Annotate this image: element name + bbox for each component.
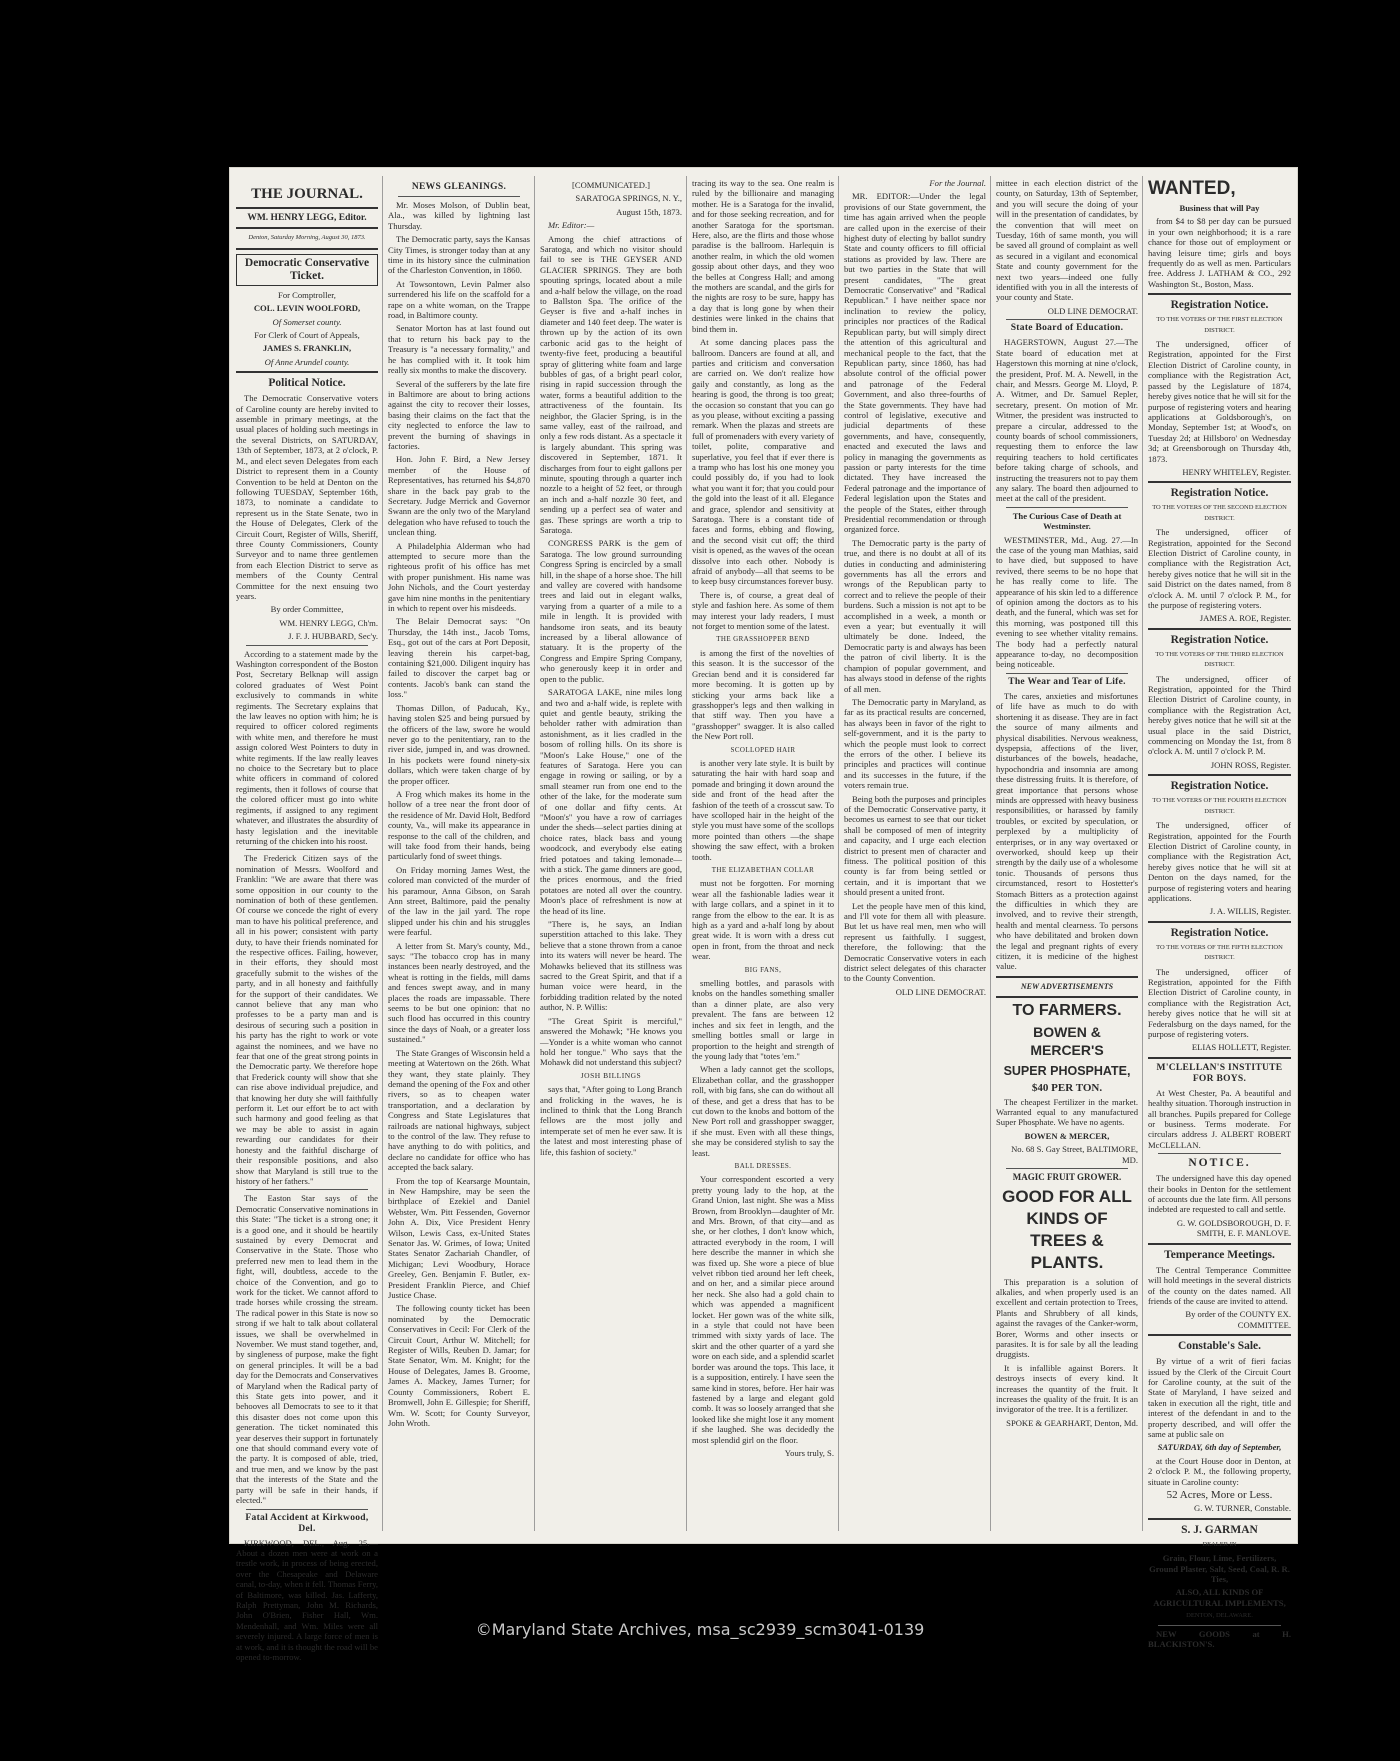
constable-title: Constable's Sale. [1177, 1340, 1262, 1353]
news-item: The Belair Democrat says: "On Thursday, the 14th inst., Jacob Toms, Esq., got out of the cars at Port Deposit, leaving therein his carpet-bag, containing $21,000. Diligent inquiry has failed to discover the carpet bag or contents. Jacob's bank can stand the loss." [388, 616, 530, 700]
divider [1148, 1243, 1291, 1245]
article-paragraph: Being both the purposes and principles of the Democratic Conservative party, it becomes us earnest to see that our ticket shall be composed of men of integrity and capacity, and I urge each election district to present men of character and fitness. The political position of this county is far from being settled or certain, and it is important that we should present a united front. [844, 793, 986, 898]
column-rule [990, 176, 991, 1531]
column-rule [686, 176, 687, 1531]
divider [1148, 1057, 1291, 1059]
institute-body: At West Chester, Pa. A beautiful and healthy situation. Thorough instruction in all branches. Pupils prepared for College or business. Terms moderate. For circulars address J. ALBERT ROBERT McCLELLAN. [1148, 1087, 1291, 1150]
wear-title: The Wear and Tear of Life. [1008, 676, 1126, 687]
divider [246, 1509, 368, 1510]
garman-place: DENTON, DELAWARE. [1186, 1612, 1253, 1620]
column-rule [838, 176, 839, 1531]
divider [236, 371, 378, 373]
article-paragraph: According to a statement made by the Washington correspondent of the Boston Post, Secretary Belknap will assign colored graduates of West Point exclusively to commands in white regiments. The Secretary explains that the law leaves no option with him; he is required to officer colored regiments with white men, and therefore he must assign colored West Pointers to duty in white regiments. If the law really leaves no choice to the Secretary but to place white officers in command of colored regiments, then it follows of course that the colored officer must go into white regiments, if assigned to any regiment whatever, and illustrates the absurdity of hasty legislation and the inevitable returning of the chicken into his roost. [236, 648, 378, 846]
josh-billings-body: says that, "After going to Long Branch and frolicking in the waves, he is inclined to think that the Long Branch fellows are the most jolly and intemperate set of men he ever saw. It is the latest and most interesting phase of life, this fashion of society." [540, 1084, 682, 1157]
registration-district: TO THE VOTERS OF THE SECOND ELECTION DISTRICT. [1152, 504, 1287, 522]
masthead-dateline: Denton, Saturday Morning, August 30, 1873. [248, 234, 366, 242]
divider [246, 1189, 368, 1190]
article-signature: Yours truly, S. [784, 1447, 834, 1458]
constable-body: By virtue of a writ of fieri facias issued by the Clerk of the Circuit Court for Caroline county, at the suit of the State of Maryland, I have seized and taken in execution all the right, title and interest of the defendant in and to the property described, and will offer the same at public sale on [1148, 1356, 1291, 1439]
news-item: Thomas Dillon, of Paducah, Ky., having stolen $25 and being pursued by the officers of the law, swore he would never go to the penitentiary, ran to the river side, jumped in, and was drowned. In his pockets were found ninety-six dollars, which were taken charge of by the proper officer. [388, 702, 530, 786]
column-5 [844, 178, 986, 1538]
registration-district: TO THE VOTERS OF THE FIFTH ELECTION DISTRICT. [1156, 943, 1283, 962]
divider [246, 849, 368, 850]
letter-kicker: For the Journal. [929, 178, 986, 188]
article-paragraph: is among the first of the novelties of this season. It is the successor of the Grecian bend and it is considered far more becoming. It is gotten up by sticking your arms back like a grasshopper's legs and then walking in that stiff way. Then you have a "grasshopper" swagger. It is also called the New Port roll. [692, 647, 834, 742]
political-notice-signer: J. F. J. HUBBARD, Sec'y. [288, 631, 378, 642]
temperance-body: The Central Temperance Committee will hold meetings in the several districts of the county on the dates named. All friends of the cause are invited to attend. [1148, 1264, 1291, 1306]
ticket-candidate: JAMES S. FRANKLIN, [262, 343, 352, 354]
divider [1006, 673, 1128, 674]
institute-title: M'CLELLAN'S INSTITUTE FOR BOYS. [1156, 1062, 1283, 1084]
registration-district: TO THE VOTERS OF THE FIRST ELECTION DISTRICT. [1156, 316, 1283, 334]
registration-body: The undersigned, officer of Registration, appointed for the Third Election District of Caroline county, in compliance with the Registration Act, hereby gives notice that he will sit at the usual place in the said District, commencing on Monday the 1st, from 8 o'clock A. M. until 7 o'clock P. M. [1148, 673, 1291, 757]
subhead: BIG FANS, [744, 965, 782, 974]
subhead: THE ELIZABETHAN COLLAR [711, 866, 815, 874]
divider [1148, 481, 1291, 483]
josh-billings-heading: JOSH BILLINGS [580, 1070, 642, 1080]
masthead-editor: WM. HENRY LEGG, Editor. [247, 213, 367, 223]
news-item: The following county ticket has been nominated by the Democratic Conservatives in Cecil: For Clerk of the Circuit Court, Arthur W. Mitchell; for Register of Wills, Reuben D. Jamar; for State Senator, Wm. M. Knight; for the House of Delegates, James B. Groome, James A. Mackey, James Turner; for County Commissioners, Robert E. Bromwell, John E. Gillespie; for Sheriff, Wm. W. Scott; for County Surveyor, John Wroth. [388, 1303, 530, 1428]
column-4 [692, 178, 834, 1538]
divider [246, 645, 368, 646]
ad-farmers-title: TO FARMERS. [1012, 1002, 1122, 1020]
divider [1148, 1334, 1291, 1336]
accident-title: Fatal Accident at Kirkwood, Del. [245, 1512, 369, 1534]
saratoga-date: August 15th, 1873. [616, 206, 682, 217]
news-item: The State Granges of Wisconsin held a meeting at Watertown on the 26th. What they want, they state plainly. They demand the opening of the Fox and other rivers, so as to cheapen water transportation, and a declaration by Congress and State Legislatures that railroads are national highways, subject to the control of the law. They refuse to have anything to do with politics, and declare no candidate for office who has accepted the back salary. [388, 1047, 530, 1173]
ticket-county: Of Somerset county. [272, 316, 342, 327]
political-notice-order: By order Committee, [270, 604, 344, 615]
garman-title: S. J. GARMAN [1181, 1523, 1258, 1536]
subhead: BALL DRESSES. [734, 1161, 792, 1170]
news-item: At Towsontown, Levin Palmer also surrendered his life on the scaffold for a rape on a white woman, on the Trappe road, in Baltimore county. [388, 278, 530, 321]
registration-body: The undersigned, officer of Registration, appointed for the Fourth Election District of Caroline county, in compliance with the Registration Act, hereby gives notice that he will sit at Denton on the days named, for the purpose of registering voters and hearing applications. [1148, 820, 1291, 903]
registration-signer: JAMES A. ROE, Register. [1199, 613, 1291, 624]
divider [1006, 1168, 1128, 1169]
news-item: The Democratic party, says the Kansas City Times, is stronger today than at any time in its history since the culmination of the Charleston Convention, in 1860. [388, 234, 530, 276]
registration-signer: HENRY WHITELEY, Register. [1182, 466, 1291, 477]
wanted-body: from $4 to $8 per day can be pursued in your own neighborhood; it is a rare chance for those out of employment or having leisure time; girls and boys frequently do as well as men. Particulars free. Address J. LATHAM & CO., 292 Washington St., Boston, Mass. [1148, 216, 1291, 289]
curious-title: The Curious Case of Death at Westminster. [1012, 510, 1122, 532]
saratoga-paragraph: Among the chief attractions of Saratoga, and which no visitor should fail to see is THE GEYSER AND GLACIER SPRINGS. They are both spouting springs, located about a mile and a-half below the village, on the road to Ballston Spa. The orifice of the Geyser is five and a-half inches in diameter and 140 feet deep. The water is thrown up by the action of its own carbonic acid gas to the height of twenty-five feet, producing a beautiful spray of glittering white foam and large bubbles of gas, of a bright pearl color, rising in rapid succession through the water, forms a beautiful addition to the attractiveness of the fountain. Its neighbor, the Glacier Spring, is in the same valley, east of the railroad, and only a few rods distant. As a spectacle it is largely abundant. This spring was discovered in September, 1871. It discharges from four to eight gallons per minute, spouting through a quarter inch nozzle to a height of 52 feet, or through an inch and a-half nozzle 30 feet, and sending up a perfect sea of water and gas. These springs are worth a trip to Saratoga. [540, 233, 682, 535]
article-paragraph: The Democratic party is the party of true, and there is no doubt at all of its duties in conducting and administering governments has all the errors and wrongs of the Republican party to correct and to relieve the people of their burdens. Such a mission is not apt to be accomplished in a week, a month or even a year; but eventually it will ultimately be done. Indeed, the Democratic party is and always has been the patron of civil liberty. It is the champion of popular government, and has always stood in defense of the rights of all men. [844, 537, 986, 694]
garman-dealer: DEALER IN [1202, 1540, 1237, 1548]
constable-body: at the Court House door in Denton, at 2 o'clock P. M., the following property, situate in Caroline county: [1148, 1455, 1291, 1487]
divider [996, 996, 1138, 998]
board-title: State Board of Education. [1010, 323, 1124, 334]
registration-title: Registration Notice. [1170, 780, 1269, 793]
article-paragraph: smelling bottles, and parasols with knobs on the handles something smaller than a dinner plate, are also very prevalent. The fans are between 12 inches and six feet in length, and the smelling bottles small or large in proportion to the height and strength of the young lady that "totes 'em." [692, 978, 834, 1061]
ad-firm: BOWEN & MERCER, [1024, 1130, 1110, 1141]
political-notice-title: Political Notice. [268, 377, 346, 390]
saratoga-paragraph: CONGRESS PARK is the gem of Saratoga. The low ground surrounding Congress Spring is encircled by a small hill, in the shape of a horse shoe. The hill and valley are covered with handsome trees and laid out in elegant walks, varying from a quarter of a mile to a mile in length. It is provided with handsome iron seats, and its beauty increased by a liberal allowance of statuary. It is the property of the Congress and Empire Spring Company, who generously keep it in order and open to the public. [540, 538, 682, 684]
column-3 [540, 178, 682, 1538]
divider [1148, 1518, 1291, 1520]
constable-sign: G. W. TURNER, Constable. [1193, 1503, 1291, 1514]
column-6 [996, 178, 1138, 1538]
ad-fruit-title: MAGIC FRUIT GROWER. [1012, 1172, 1122, 1183]
column-1 [236, 178, 378, 1662]
news-item: Mr. Moses Molson, of Dublin beat, Ala., was killed by lightning last Thursday. [388, 200, 530, 231]
ad-price: $40 PER TON. [1031, 1082, 1103, 1095]
garman-also: ALSO, ALL KINDS OF AGRICULTURAL IMPLEMENTS, [1153, 1587, 1286, 1608]
saratoga-paragraph: SARATOGA LAKE, nine miles long and two and a-half wide, is replete with quiet and gentle beauty, striking the beholder rather with admiration than astonishment, as it lies cradled in the bosom of rolling hills. On its shore is "Moon's Lake House," one of the features of Saratoga. Here you can engage in rowing or sailing, or by a small steamer run from one end to the other of the lake, for the moderate sum of one dollar and fifty cents. At "Moon's" you have a row of carriages under the sheds—select parties dining at choice rates, black bass and young woodcock, and everybody else eating fried potatoes and taking lemonade—with a stick. The game dinners are good, the prices enormous, and the fried potatoes are noted all over the country. Moon's place of refreshment is now at the head of its line. [540, 687, 682, 916]
registration-title: Registration Notice. [1170, 633, 1269, 646]
news-item: Several of the sufferers by the late fire in Baltimore are about to bring actions against the city to recover their losses, basing their claims on the fact that the city neglected to enforce the law to prevent the burning of shavings in factories. [388, 378, 530, 451]
ad-product: SUPER PHOSPHATE, [1003, 1064, 1131, 1079]
garman-goods: Grain, Flour, Lime, Fertilizers, Ground Plaster, Salt, Seed, Coal, R. R. Ties, [1149, 1553, 1290, 1585]
article-paragraph: There is, of course, a great deal of style and fashion here. As some of them may interest your lady readers, I must not forget to mention some of the latest. [692, 589, 834, 632]
constable-date: SATURDAY, 6th day of September, [1157, 1442, 1282, 1453]
article-paragraph: When a lady cannot get the scollops, Elizabethan collar, and the grasshopper roll, with big fans, she can do without all of these, and get a dress that has to be cut down to the knobs and bottom of the New Port roll and grasshopper swagger, if she must. Even with all these things, she may be considered stylish to say the least. [692, 1064, 834, 1158]
notice-signers: G. W. GOLDSBOROUGH, D. F. SMITH, E. F. MANLOVE. [1176, 1217, 1291, 1239]
registration-district: TO THE VOTERS OF THE THIRD ELECTION DISTRICT. [1155, 650, 1284, 669]
divider [1006, 319, 1128, 320]
article-paragraph: The cares, anxieties and misfortunes of life have as much to do with shortening it as disease. They are in fact the source of many ailments and physical disabilities. Nervous weakness, dyspepsia, affections of the liver, disturbances of the bowels, headache, hypochondria and insomnia are among these distressing fruits. It is therefore, of great importance that persons whose minds are oppressed with heavy business responsibilities, or harassed by family troubles, or excited by speculation, or perplexed by a multiplicity of enterprises, or in any way overtaxed or overworked, should keep up their strength by the daily use of a wholesome tonic. Thousands of persons thus circumstanced, resort to Hostetter's Stomach Bitters as a protection against the difficulties in which they are involved, and to revive their strength, health and mental clearness. To persons who have debilitated and broken down the legal and pregnant rights of every citizen, it is medicine of the highest value. [996, 690, 1138, 972]
registration-district: TO THE VOTERS OF THE FOURTH ELECTION DISTRICT. [1152, 797, 1287, 815]
news-item: On Friday morning James West, the colored man convicted of the murder of his paramour, Anna Gibson, on Sarah Ann street, Baltimore, paid the penalty of the law in the jail yard. The rope slipped under his chin and his struggles were fearful. [388, 864, 530, 938]
article-signature: OLD LINE DEMOCRAT. [895, 986, 986, 997]
column-rule [1142, 176, 1143, 1531]
divider [398, 196, 520, 197]
article-paragraph: At some dancing places pass the ballroom. Dancers are found at all, and parties and criticism and conversation are carried on. We don't realize how gaily and constantly, as long as the hearing is good, the throng is too great; the occasion so constant that you can go as you please, without exciting a passing remark. When the plazas and streets are full of promenaders with every variety of toilet, polite, comparative and superlative, you feel that if ever there is a tramp who has lost his one money you could possibly do, if you had to look what you want it for; that you could pour the gold into the least of it all. Elegance and grace, splendor and sensitivity at Saratoga. There is a constant tide of faces and forms, ebbing and flowing, and the second visit cut off; the third visit is opened, as the waves of the ocean dissolve into each other. Nobody is afraid of anybody—all that seems to be to keep busy circumstances forever busy. [692, 337, 834, 587]
news-title: NEWS GLEANINGS. [411, 182, 507, 192]
news-item: A Frog which makes its home in the hollow of a tree near the front door of the residence of Mr. David Holt, Bedford county, Va., will make its appearance in response to the call of the children, and will take food from their hands, being particularly fond of sweet things. [388, 788, 530, 862]
political-notice-signer: WM. HENRY LEGG, Ch'm. [279, 617, 378, 628]
news-item: A letter from St. Mary's county, Md., says: "The tobacco crop has in many instances been nearly destroyed, and the wheat is rotting in the fields, mill dams and fences swept away, and in many places the roads are impassable. There seems to be but one opinion: that no such flood has occurred in this country since the days of Noah, or a greater loss sustained." [388, 940, 530, 1045]
divider [1148, 628, 1291, 630]
accident-body: KIRKWOOD, DEL., Aug. 25.—About a dozen men were at work on a trestle work, in process of being erected, over the Chesapeake and Delaware canal, to-day, when it fell. Thomas Ferry, of Baltimore, was killed. Jas. Lafferty, Ralph Prettyman, John M. Richards, John O'Brien, Fisher Hall, Wm. Mendenhall, and Wm. Miles were all severely injured. A large force of men is at work, and it is thought the road will be opened to-morrow. [236, 1537, 378, 1662]
divider [1006, 507, 1128, 508]
divider [236, 207, 378, 209]
new-ads-label: NEW ADVERTISEMENTS [1020, 981, 1114, 991]
notice-title: NOTICE. [1188, 1157, 1251, 1170]
article-paragraph: Your correspondent escorted a very pretty young lady to the hop, at the Grand Union, last night. She was a Miss Brown, from Brooklyn—daughter of Mr. and Mrs. Brown, of that city—and as she, or her clothes, I don't know which, attracted everybody in the room, I will here describe the manner in which she was fixed up. She wore a piece of blue velvet ribbon tied around her left cheek, and on her, and a similar piece around her neck. She also had a gold chain to which was appended a magnificent locket. Her gown was of the white silk, in a style that could not have been trimmed with sixty yards of lace. The skirt and the other quarter of a yard she wore on each side, and a splendid scarlet border was around the tops. This lace, it is a supposition, entirely. I have seen the same kind in stores, before. Her hair was fastened by a large and elegant gold comb. It was so loosely arranged that she looked like she might lose it any moment if she laughed. She was decidedly the most splendid girl on the floor. [692, 1174, 835, 1445]
ad-fruit-headline: GOOD FOR ALL KINDS OF TREES & PLANTS. [1002, 1186, 1132, 1272]
divider [996, 976, 1138, 978]
saratoga-place: SARATOGA SPRINGS, N. Y., [575, 193, 682, 204]
masthead-title: THE JOURNAL. [251, 186, 363, 202]
saratoga-paragraph: "There is, he says, an Indian superstition attached to this lake. They believe that a stone thrown from a canoe into its waters will never be heard. The Mohawks believed that its stillness was sacred to the Great Spirit, and that if a human voice were heard, in the forbidding tradition related by the noted author, N. P. Willis: [540, 919, 682, 1013]
saratoga-salute: Mr. Editor:— [548, 220, 595, 231]
saratoga-paragraph: "The Great Spirit is merciful," answered the Mohawk; "He knows you—Yonder is a white woman who cannot hold her tongue." Who says that the Mohawk did not understand this subject? [540, 1015, 682, 1068]
article-signature: OLD LINE DEMOCRAT. [1047, 305, 1138, 316]
article-paragraph: tracing its way to the sea. One realm is ruled by the billionaire and managing mother. He is a Saratoga for the invalid, and for those seeking recreation, and for another Saratoga for the sportsman. Here, also, are the flirts and those whose paradise is the ballroom. Harlequin is another realm, in which the old women gossip about other days, and they woo the belles at Congress Hall; and among the mothers are scandal, and the girls for the nights are rosy to be sure, happy has a day that is long gone by when their destinies were linked in the chains that bind them in. [692, 178, 834, 334]
registration-body: The undersigned, officer of Registration, appointed for the Fifth Election District of Caroline county, in compliance with the Registration Act, hereby gives notice that he will sit at Federalsburg on the days named, for the purpose of registering voters. [1148, 966, 1291, 1039]
divider [236, 248, 378, 250]
ad-firm: SPOKE & GEARHART, Denton, Md. [1006, 1417, 1138, 1428]
registration-body: The undersigned, officer of Registration, appointed for the Second Election District of Caroline county, in compliance with the Registration Act, hereby gives notice that he will sit in the said District on the dates named, from 8 o'clock A. M. until 7 o'clock P. M., for the purpose of registering voters. [1148, 527, 1291, 610]
registration-title: Registration Notice. [1170, 926, 1269, 939]
ad-body: The cheapest Fertilizer in the market. Warranted equal to any manufactured Super Phosphate. We have no agents. [996, 1096, 1138, 1128]
registration-signer: J. A. WILLIS, Register. [1209, 906, 1291, 917]
column-2 [388, 178, 530, 1538]
ticket-county: Of Anne Arundel county. [264, 356, 350, 367]
article-paragraph: Let the people have men of this kind, and I'll vote for them all with pleasure. But let us have real men, men who will represent us faithfully. I suggest, therefore, the following: that the Democratic Conservative voters in each district select delegates of this character to the County Convention. [844, 900, 986, 984]
constable-acres: 52 Acres, More or Less. [1166, 1489, 1273, 1501]
ad-firm-name: BOWEN & MERCER'S [1030, 1024, 1104, 1059]
ticket-office: For Comptroller, [278, 289, 336, 300]
article-paragraph: must not be forgotten. For morning wear all the fashionable ladies wear it with large collars, and a spinet in it to range from the elbow to the ear. It is as high as a yard and a-half long by about great wide. It is worn with a dress cut open in front, from the throat and neck wear. [692, 878, 834, 962]
notice-body: The undersigned have this day opened their books in Denton for the settlement of accounts due the late firm. All persons indebted are requested to call and settle. [1148, 1173, 1291, 1215]
wanted-subtitle: Business that will Pay [1179, 203, 1260, 213]
registration-title: Registration Notice. [1170, 299, 1269, 312]
registration-signer: ELIAS HOLLETT, Register. [1191, 1042, 1291, 1053]
registration-body: The undersigned, officer of Registration, appointed for the First Election District of Caroline county, in compliance with the Registration Act, passed by the Legislature of 1874, hereby gives notice that he will sit for the purpose of registering voters and hearing applications at Goldsborough's, on Monday, September 1st; at Wood's, on Tuesday 2d; at Hillsboro' on Wednesday 3d; at Greensborough on Thursday 4th, 1873. [1148, 339, 1291, 464]
article-paragraph: MR. EDITOR:—Under the legal provisions of our State government, the time has again arrived when the people are called upon in the exercise of their highest duty of electing by ballot sundry State and county officers to fill official stations as provided by law. There are but two parties in the State that will present candidates, "The great Democratic Conservative" and "Radical Republican." I have neither space nor inclination to review the policy, principles nor practices of the Radical Republican party, but will simply direct the attention of this agricultural and mechanical people to the fact, that the Republican party, since 1860, has had absolute control of the official power and patronage of the Federal Government, and also three-fourths of the State governments. They have had control of legislative, executive and judicial departments of these governments, and have, consequently, enacted and executed the laws and policy in managing the governments as passion or party interests for the time dictated. They have increased the Federal patronage and the importance of Federal legislation upon the States and the people of the States, either through Presidential recommendation or through organized force. [844, 191, 986, 535]
ticket-office: For Clerk of Court of Appeals, [254, 330, 360, 341]
ad-body: This preparation is a solution of alkalies, and when properly used is an excellent and certain protection to Trees, Plants and Shrubbery of all kinds, against the ravages of the Canker-worm, Borer, Worms and other insects or parasites. It is for sale by all the leading druggists. [996, 1276, 1138, 1360]
news-item: A Philadelphia Alderman who had attempted to secure more than the righteous profit of his office has met with proper punishment. His name was John Nichols, and the Court yesterday gave him nine months in the penitentiary in which to repent over his misdeeds. [388, 540, 530, 614]
column-rule [382, 176, 383, 1531]
ticket-candidate: COL. LEVIN WOOLFORD, [253, 303, 361, 314]
article-paragraph: HAGERSTOWN, August 27.—The State board of education met at Hagerstown this morning at nine o'clock, the president, Prof. M. A. Newell, in the chair, and Messrs. George M. Lloyd, P. A. Witmer, and Dr. Samuel Repler, secretary, present. On motion of Mr. Witmer, the president was instructed to prepare a circular, addressed to the county boards of school commissioners, requesting them to enforce the law requiring teachers to hold certificates before taking charge of schools, and instructing the treasurers not to pay them any salary. The board then adjourned to meet at the call of the president. [996, 337, 1138, 504]
divider [1148, 921, 1291, 923]
subhead: SCOLLOPED HAIR [730, 745, 796, 754]
article-paragraph: mittee in each election district of the county, on Saturday, 13th of September, and you will secure the doing of your will in the presentation of candidates, by the convention that will meet on Tuesday, 16th of same month, you will be saved all ground of complaint as well as secured in a vigilant and economical State and county government for the next two years—indeed one fully identified with you in all the interests of your county and State. [996, 178, 1138, 303]
article-paragraph: The Frederick Citizen says of the nomination of Messrs. Woolford and Franklin: "We are aware that there was some opposition in our county to the nomination of both of these gentlemen. Of course we concede the right of every man to have his political preference, and all in his power; consistent with party duty, to have their friends nominated for the respective offices. Failing, however, in their efforts, they should most gracefully submit to the wishes of the party, and in all honesty and faithfully for the support of their candidates. We cannot believe that any man who professes to be a party man and is desirous of securing such a position in his party has the right to work or vote against the nominees, and we have no fear that one of the great strong points in the Democratic party. We therefore hope that Frederick county will show that she can rise above individual prejudice, and that knowing her duty she will faithfully perform it. Let our effort be to act with such harmony and good feeling as that we may be able to assist in again rewarding our candidates for their honesty and the faithful discharge of their responsible positions, and also show that Maryland is still true to the history of her fathers." [236, 853, 378, 1186]
ticket-title: Democratic Conservative Ticket. [236, 254, 378, 286]
column-rule [534, 176, 535, 1531]
column-7 [1148, 178, 1291, 1650]
divider [1148, 293, 1291, 295]
political-notice-body: The Democratic Conservative voters of Caroline county are hereby invited to assemble in primary meetings, at the usual places of holding such meetings in the several Districts, on SATURDAY, 13th of September, 1873, at 2 o'clock, P. M., and elect seven Delegates from each District to represent them in a County Convention to be held at Denton on the following TUESDAY, September 16th, 1873, to nominate a candidate to represent us in the State Senate, two in the House of Delegates, Clerk of the Circuit Court, Register of Wills, Sheriff, three County Commissioners, County Surveyor and to name three gentlemen from each Election District to serve as members of the County Central Committee for the next ensuing two years. [236, 393, 378, 601]
temperance-title: Temperance Meetings. [1164, 1248, 1275, 1261]
new-goods: NEW GOODS at H. BLACKISTON'S. [1148, 1628, 1291, 1650]
subhead: THE GRASSHOPPER BEND [716, 635, 810, 644]
saratoga-kicker: [COMMUNICATED.] [571, 180, 651, 190]
ad-address: No. 68 S. Gay Street, BALTIMORE, MD. [1011, 1144, 1138, 1165]
article-paragraph: is another very late style. It is built by saturating the hair with hard soap and pomade and bringing it down around the side and front of the head after the fashion of the teeth of a crosscut saw. To have scolloped hair in the height of the style you must have some of the scollops more pointed than others —the shape showing the saw effect, with a broken tooth. [692, 757, 834, 862]
divider [1148, 774, 1291, 776]
divider [1158, 1153, 1281, 1154]
registration-title: Registration Notice. [1170, 487, 1269, 500]
news-item: Hon. John F. Bird, a New Jersey member of the House of Representatives, has returned his $4,870 share in the back pay grab to the Secretary. Judge Merrick and Governor Swann are the only two of the Maryland delegation who have refused to touch the unclean thing. [388, 454, 530, 538]
article-paragraph: The Easton Star says of the Democratic Conservative nominations in this State: "The ticket is a strong one; it is a good one, and it should be heartily sustained by every Democrat and Conservative in the State. Those who preferred new men to lead them in the fight, will, doubtless, accede to the choice of the Convention, and go to work for the ticket. We cannot afford to trade horses while crossing the stream. The radical power in this State is now so strong if we halt to talk about collateral issues, we shall be overwhelmed in November. We must stand together, and, by singleness of purpose, make the fight on general principles. It will be a bad day for the Democrats and Conservatives of Maryland when the Radical party of this State gets into power, and it behooves all Democrats to see to it that this disaster does not come upon this generation. The ticket nominated this year deserves their support in fortunately one that should command every vote of the party. It is composed of able, tried, and true men, and we know by the past that the interests of the State and the party will be safe in their hands, if elected." [236, 1193, 378, 1506]
news-item: From the top of Kearsarge Mountain, in New Hampshire, may be seen the birthplace of Ezekiel and Daniel Webster, Wm. Pitt Fessenden, Governor John A. Dix, Vice President Henry Wilson, Lewis Cass, ex-United States Senator Jas. W. Grimes, of Iowa; United States Senator Zachariah Chandler, of Michigan; Levi Woodbury, Horace Greeley, Gen. Benjamin F. Butler, ex-President Franklin Pierce, and Chief Justice Chase. [388, 1175, 530, 1301]
article-paragraph: The Democratic party in Maryland, as far as its practical results are concerned, has always been in favor of the right to self-government, and it is the party to which the people must look to correct the errors of the other. I believe its principles and practices will continue and its successes in the future, if the voters remain true. [844, 696, 986, 791]
ad-body: It is infallible against Borers. It destroys insects of every kind. It increases the quantity of the fruit. It increases the quality of the fruit. It is an invigorator of the tree. It is a fertilizer. [996, 1362, 1138, 1415]
article-paragraph: WESTMINSTER, Md., Aug. 27.—In the case of the young man Mathias, said to have died, but supposed to have revived, there seems to be no hope that he has really come to life. The appearance of his skin led to a difference of opinion among the doctors as to his death, and the funeral, which was set for this morning, was postponed till this evening to see whether vitality remains. The body had a perfectly natural appearance to-day, no decomposition being noticeable. [996, 534, 1138, 670]
registration-signer: JOHN ROSS, Register. [1210, 759, 1291, 770]
temperance-sign: By order of the COUNTY EX. COMMITTEE. [1185, 1309, 1291, 1330]
divider [236, 227, 378, 229]
archive-caption: ©Maryland State Archives, msa_sc2939_scm3041-0139 [475, 1620, 925, 1639]
wanted-title: WANTED, [1148, 178, 1236, 199]
news-item: Senator Morton has at last found out that to return his back pay to the Treasury is "a necessary formality," and he has complied with it. It took him really six months to make the discovery. [388, 323, 530, 376]
